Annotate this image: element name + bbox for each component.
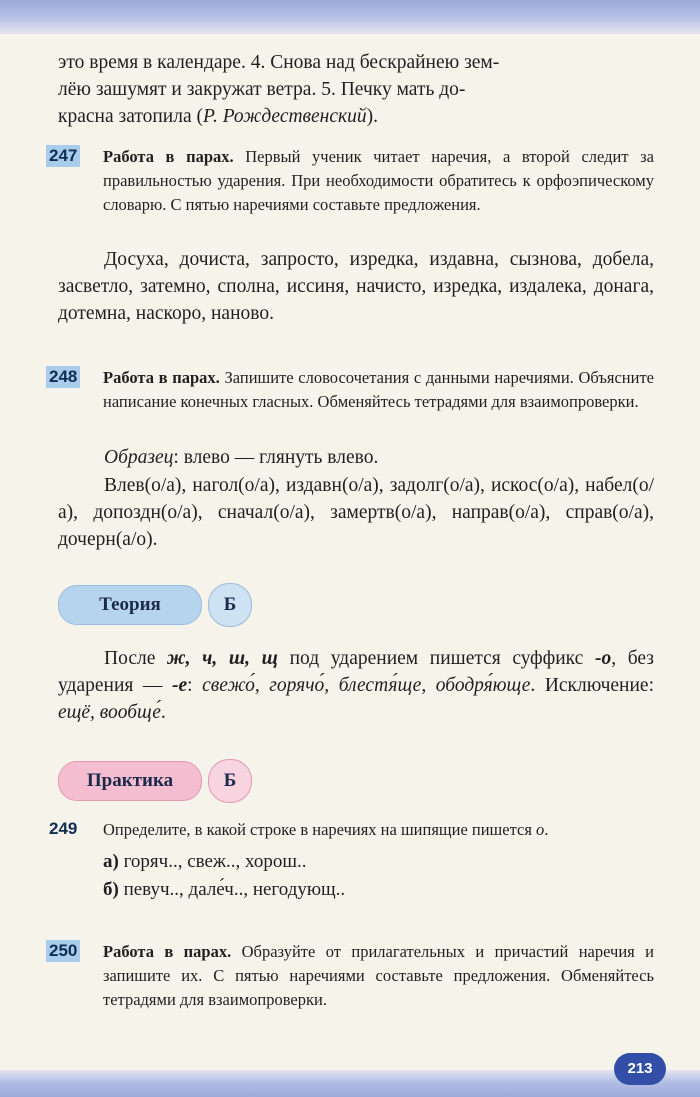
exercise-248-words bbox=[58, 472, 654, 553]
rule-exceptions: ещё, вообще́ bbox=[58, 702, 161, 723]
practice-pill: Практика bbox=[58, 761, 202, 801]
rule-part: . bbox=[160, 702, 166, 723]
exercise-249 bbox=[49, 818, 654, 904]
exercise-247-words bbox=[58, 246, 654, 327]
exercise-text: Образуйте от прилагательных и причастий наречия и запишите их. С пятью наречиями составьте предложения. Обменяйтесь тетрадями для взаимопроверки. bbox=[103, 942, 654, 1009]
option-a-text: горяч.., свеж.., хорош.. bbox=[118, 851, 307, 872]
poem-continuation bbox=[58, 49, 654, 130]
sample-text: : влево — глянуть влево. bbox=[173, 447, 379, 468]
sample bbox=[58, 444, 654, 471]
page-number: 213 bbox=[614, 1053, 666, 1085]
poem-line-1: это время в календаре. 4. Снова над бескрайнею зем- bbox=[58, 52, 500, 73]
exercise-text: Первый ученик читает наречия, а второй следит за правильностью ударения. При необходимости обратитесь к орфоэпическому словарю. С пятью наречиями составьте предложения. bbox=[103, 147, 654, 214]
rule-part: под ударением пишется суффикс bbox=[277, 648, 595, 669]
exercise-label: Работа в парах. bbox=[103, 147, 234, 166]
exercise-text-end: . bbox=[544, 820, 549, 839]
rule-letters: ж, ч, ш, щ bbox=[167, 648, 278, 669]
exercise-instruction bbox=[103, 366, 654, 414]
option-b-label: б) bbox=[103, 879, 119, 900]
theory-rule bbox=[58, 645, 654, 726]
rule-text bbox=[58, 645, 654, 726]
exercise-text: Определите, в какой строке в наречиях на шипящие пишется bbox=[103, 820, 537, 839]
theory-level-badge: Б bbox=[208, 583, 252, 627]
exercise-number: 250 bbox=[46, 940, 80, 962]
option-a bbox=[103, 848, 654, 876]
word-list: Влев(о/а), нагол(о/а), издавн(о/а), задолг(о/а), искос(о/а), набел(о/а), допоздн(о/а), сначал(о/а), замертв(о/а), направ(о/а), справ(о/а), дочерн(а/о). bbox=[58, 475, 654, 550]
exercise-options bbox=[103, 848, 654, 904]
exercise-label: Работа в парах. bbox=[103, 942, 232, 961]
rule-suffix-e: -е bbox=[172, 675, 188, 696]
option-b bbox=[103, 876, 654, 904]
exercise-text: Запишите словосочетания с данными наречиями. Объясните написание конечных гласных. Обменяйтесь тетрадями для взаимопроверки. bbox=[103, 368, 655, 411]
exercise-number: 248 bbox=[46, 366, 80, 388]
exercise-instruction bbox=[103, 145, 654, 217]
rule-part: , без ударения — bbox=[58, 648, 654, 696]
exercise-number: 247 bbox=[46, 145, 80, 167]
exercise-250 bbox=[49, 940, 654, 1012]
practice-level-badge: Б bbox=[208, 759, 252, 803]
exercise-247 bbox=[49, 145, 654, 217]
poem-line-3 bbox=[58, 103, 654, 130]
top-band bbox=[0, 0, 700, 34]
theory-pill: Теория bbox=[58, 585, 202, 625]
rule-suffix-o: -о bbox=[594, 648, 612, 669]
exercise-instruction bbox=[103, 940, 654, 1012]
word-list: Досуха, дочиста, запросто, изредка, издавна, сызнова, добела, засветло, затемно, сполна, иссиня, начисто, изредка, издалека, донага, дотемна, наскоро, наново. bbox=[58, 249, 654, 324]
option-a-label: а) bbox=[103, 851, 119, 872]
sample-label: Образец bbox=[104, 447, 174, 468]
rule-part: . Исключение: bbox=[530, 675, 654, 696]
exercise-letter: о bbox=[536, 820, 545, 839]
rule-examples: свежо́, горячо́, блестя́ще, ободря́юще bbox=[202, 675, 531, 696]
poem-author: Р. Рождественский bbox=[203, 106, 367, 127]
poem-text: красна затопила ( bbox=[58, 106, 203, 127]
exercise-label: Работа в парах. bbox=[103, 368, 220, 387]
exercise-248 bbox=[49, 366, 655, 414]
exercise-248-sample bbox=[58, 444, 654, 471]
poem-line-2: лёю зашумят и закружат ветра. 5. Печку мать до- bbox=[58, 79, 466, 100]
poem-text-end: ). bbox=[366, 106, 379, 127]
exercise-number: 249 bbox=[49, 819, 78, 838]
option-b-text: певуч.., дале́ч.., негодующ.. bbox=[118, 879, 346, 900]
exercise-instruction bbox=[103, 818, 654, 842]
rule-part: После bbox=[104, 648, 168, 669]
bottom-band bbox=[0, 1070, 700, 1097]
rule-part: : bbox=[187, 675, 203, 696]
